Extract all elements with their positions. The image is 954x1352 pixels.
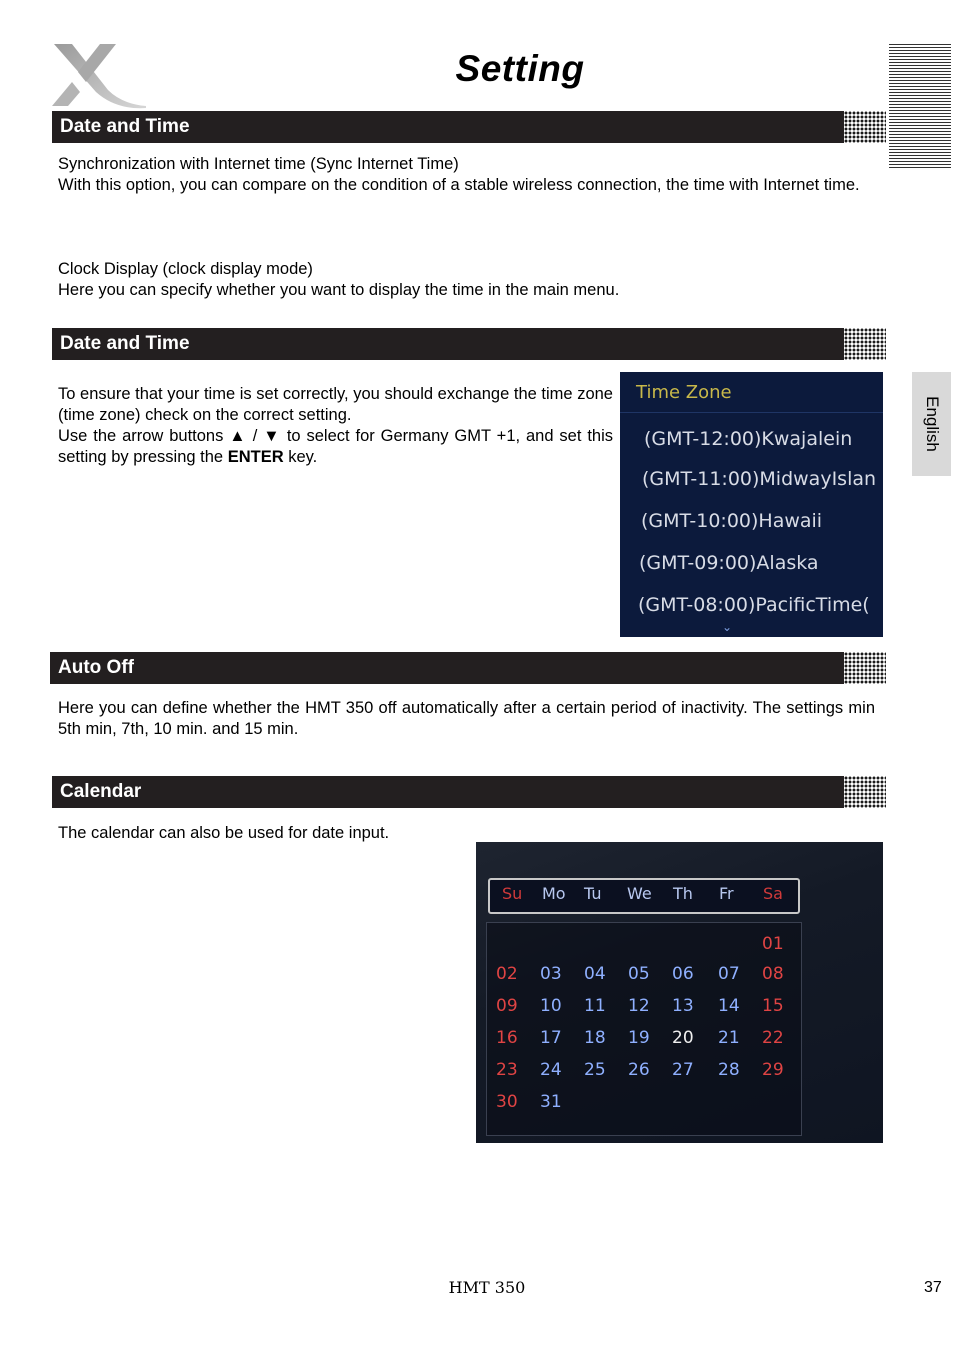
calendar-day[interactable]: 24 <box>540 1060 562 1080</box>
calendar-screenshot <box>476 842 883 1143</box>
calendar-weekday: Sa <box>763 884 783 903</box>
calendar-day[interactable]: 09 <box>496 996 518 1016</box>
calendar-day[interactable]: 21 <box>718 1028 740 1048</box>
header-dot-pattern <box>844 776 886 808</box>
page-title: Setting <box>455 48 585 89</box>
calendar-day[interactable]: 01 <box>762 934 784 954</box>
enter-key-label: ENTER <box>227 448 284 466</box>
calendar-day[interactable]: 17 <box>540 1028 562 1048</box>
calendar-day[interactable]: 26 <box>628 1060 650 1080</box>
section-header-label: Auto Off <box>58 657 134 678</box>
timezone-row: (GMT-08:00)PacificTime( <box>638 594 870 616</box>
section-header-auto-off <box>50 652 852 684</box>
calendar-day[interactable]: 04 <box>584 964 606 984</box>
footer-model: HMT 350 <box>448 1278 526 1297</box>
calendar-day[interactable]: 07 <box>718 964 740 984</box>
timezone-row: (GMT-11:00)MidwayIslan <box>642 468 877 490</box>
section-header-date-time-zone <box>52 328 852 360</box>
calendar-day[interactable]: 20 <box>672 1028 694 1048</box>
timezone-row: (GMT-10:00)Hawaii <box>641 510 823 532</box>
paragraph: With this option, you can compare on the condition of a stable wireless connection, the time with Internet time. <box>58 176 860 194</box>
language-tab <box>912 372 951 476</box>
calendar-day[interactable]: 31 <box>540 1092 562 1112</box>
header-dot-pattern <box>844 111 886 143</box>
calendar-day[interactable]: 03 <box>540 964 562 984</box>
paragraph <box>58 426 613 468</box>
calendar-day[interactable]: 30 <box>496 1092 518 1112</box>
calendar-weekday: Tu <box>584 884 602 903</box>
calendar-day[interactable]: 19 <box>628 1028 650 1048</box>
calendar-weekday: Fr <box>719 884 734 903</box>
calendar-day[interactable]: 05 <box>628 964 650 984</box>
calendar-day[interactable]: 15 <box>762 996 784 1016</box>
calendar-weekday: We <box>627 884 652 903</box>
section-header-label: Date and Time <box>60 333 190 354</box>
calendar-day[interactable]: 28 <box>718 1060 740 1080</box>
section-header-calendar <box>52 776 852 808</box>
calendar-day[interactable]: 22 <box>762 1028 784 1048</box>
paragraph-text: key. <box>283 448 318 466</box>
calendar-day[interactable]: 08 <box>762 964 784 984</box>
paragraph: The calendar can also be used for date input. <box>58 824 390 842</box>
decorative-stripes <box>889 44 951 172</box>
calendar-day[interactable]: 23 <box>496 1060 518 1080</box>
section-header-label: Calendar <box>60 781 142 802</box>
calendar-weekday: Su <box>502 884 523 903</box>
timezone-row: (GMT-09:00)Alaska <box>639 552 819 574</box>
chevron-down-icon: ⌄ <box>722 620 733 634</box>
calendar-day[interactable]: 11 <box>584 996 606 1016</box>
calendar-day[interactable]: 06 <box>672 964 694 984</box>
section-body-timezone <box>58 384 613 468</box>
calendar-day[interactable]: 12 <box>628 996 650 1016</box>
paragraph: Synchronization with Internet time (Sync Internet Time) <box>58 155 459 173</box>
paragraph: Clock Display (clock display mode) <box>58 260 313 278</box>
calendar-day[interactable]: 14 <box>718 996 740 1016</box>
calendar-weekday: Th <box>673 884 693 903</box>
header-dot-pattern <box>844 328 886 360</box>
page-number: 37 <box>924 1279 942 1296</box>
section-header-date-time <box>52 111 852 143</box>
section-body-clock <box>58 259 875 301</box>
calendar-day[interactable]: 29 <box>762 1060 784 1080</box>
timezone-row: (GMT-12:00)Kwajalein <box>644 428 853 450</box>
timezone-title: Time Zone <box>636 382 732 403</box>
section-header-label: Date and Time <box>60 116 190 137</box>
paragraph: Here you can define whether the HMT 350 off automatically after a certain period of inactivity. The settings min 5th min, 7th, 10 min. and 15 min. <box>58 699 875 738</box>
calendar-day[interactable]: 18 <box>584 1028 606 1048</box>
paragraph: Here you can specify whether you want to display the time in the main menu. <box>58 281 620 299</box>
calendar-weekday: Mo <box>542 884 566 903</box>
header-dot-pattern <box>844 652 886 684</box>
divider <box>620 412 883 413</box>
section-body-sync <box>58 154 875 196</box>
section-body-calendar <box>58 823 478 844</box>
section-body-auto-off <box>58 698 875 740</box>
paragraph-text: Use the arrow buttons ▲ / ▼ to select for Germany GMT +1, and set this setting by pressing the <box>58 427 613 466</box>
calendar-day[interactable]: 16 <box>496 1028 518 1048</box>
language-tab-label: English <box>922 396 942 452</box>
calendar-day[interactable]: 27 <box>672 1060 694 1080</box>
calendar-day[interactable]: 13 <box>672 996 694 1016</box>
timezone-screenshot <box>620 372 883 637</box>
calendar-day[interactable]: 10 <box>540 996 562 1016</box>
calendar-day[interactable]: 02 <box>496 964 518 984</box>
calendar-day[interactable]: 25 <box>584 1060 606 1080</box>
paragraph: To ensure that your time is set correctly, you should exchange the time zone (time zone) check on the correct setting. <box>58 385 613 424</box>
